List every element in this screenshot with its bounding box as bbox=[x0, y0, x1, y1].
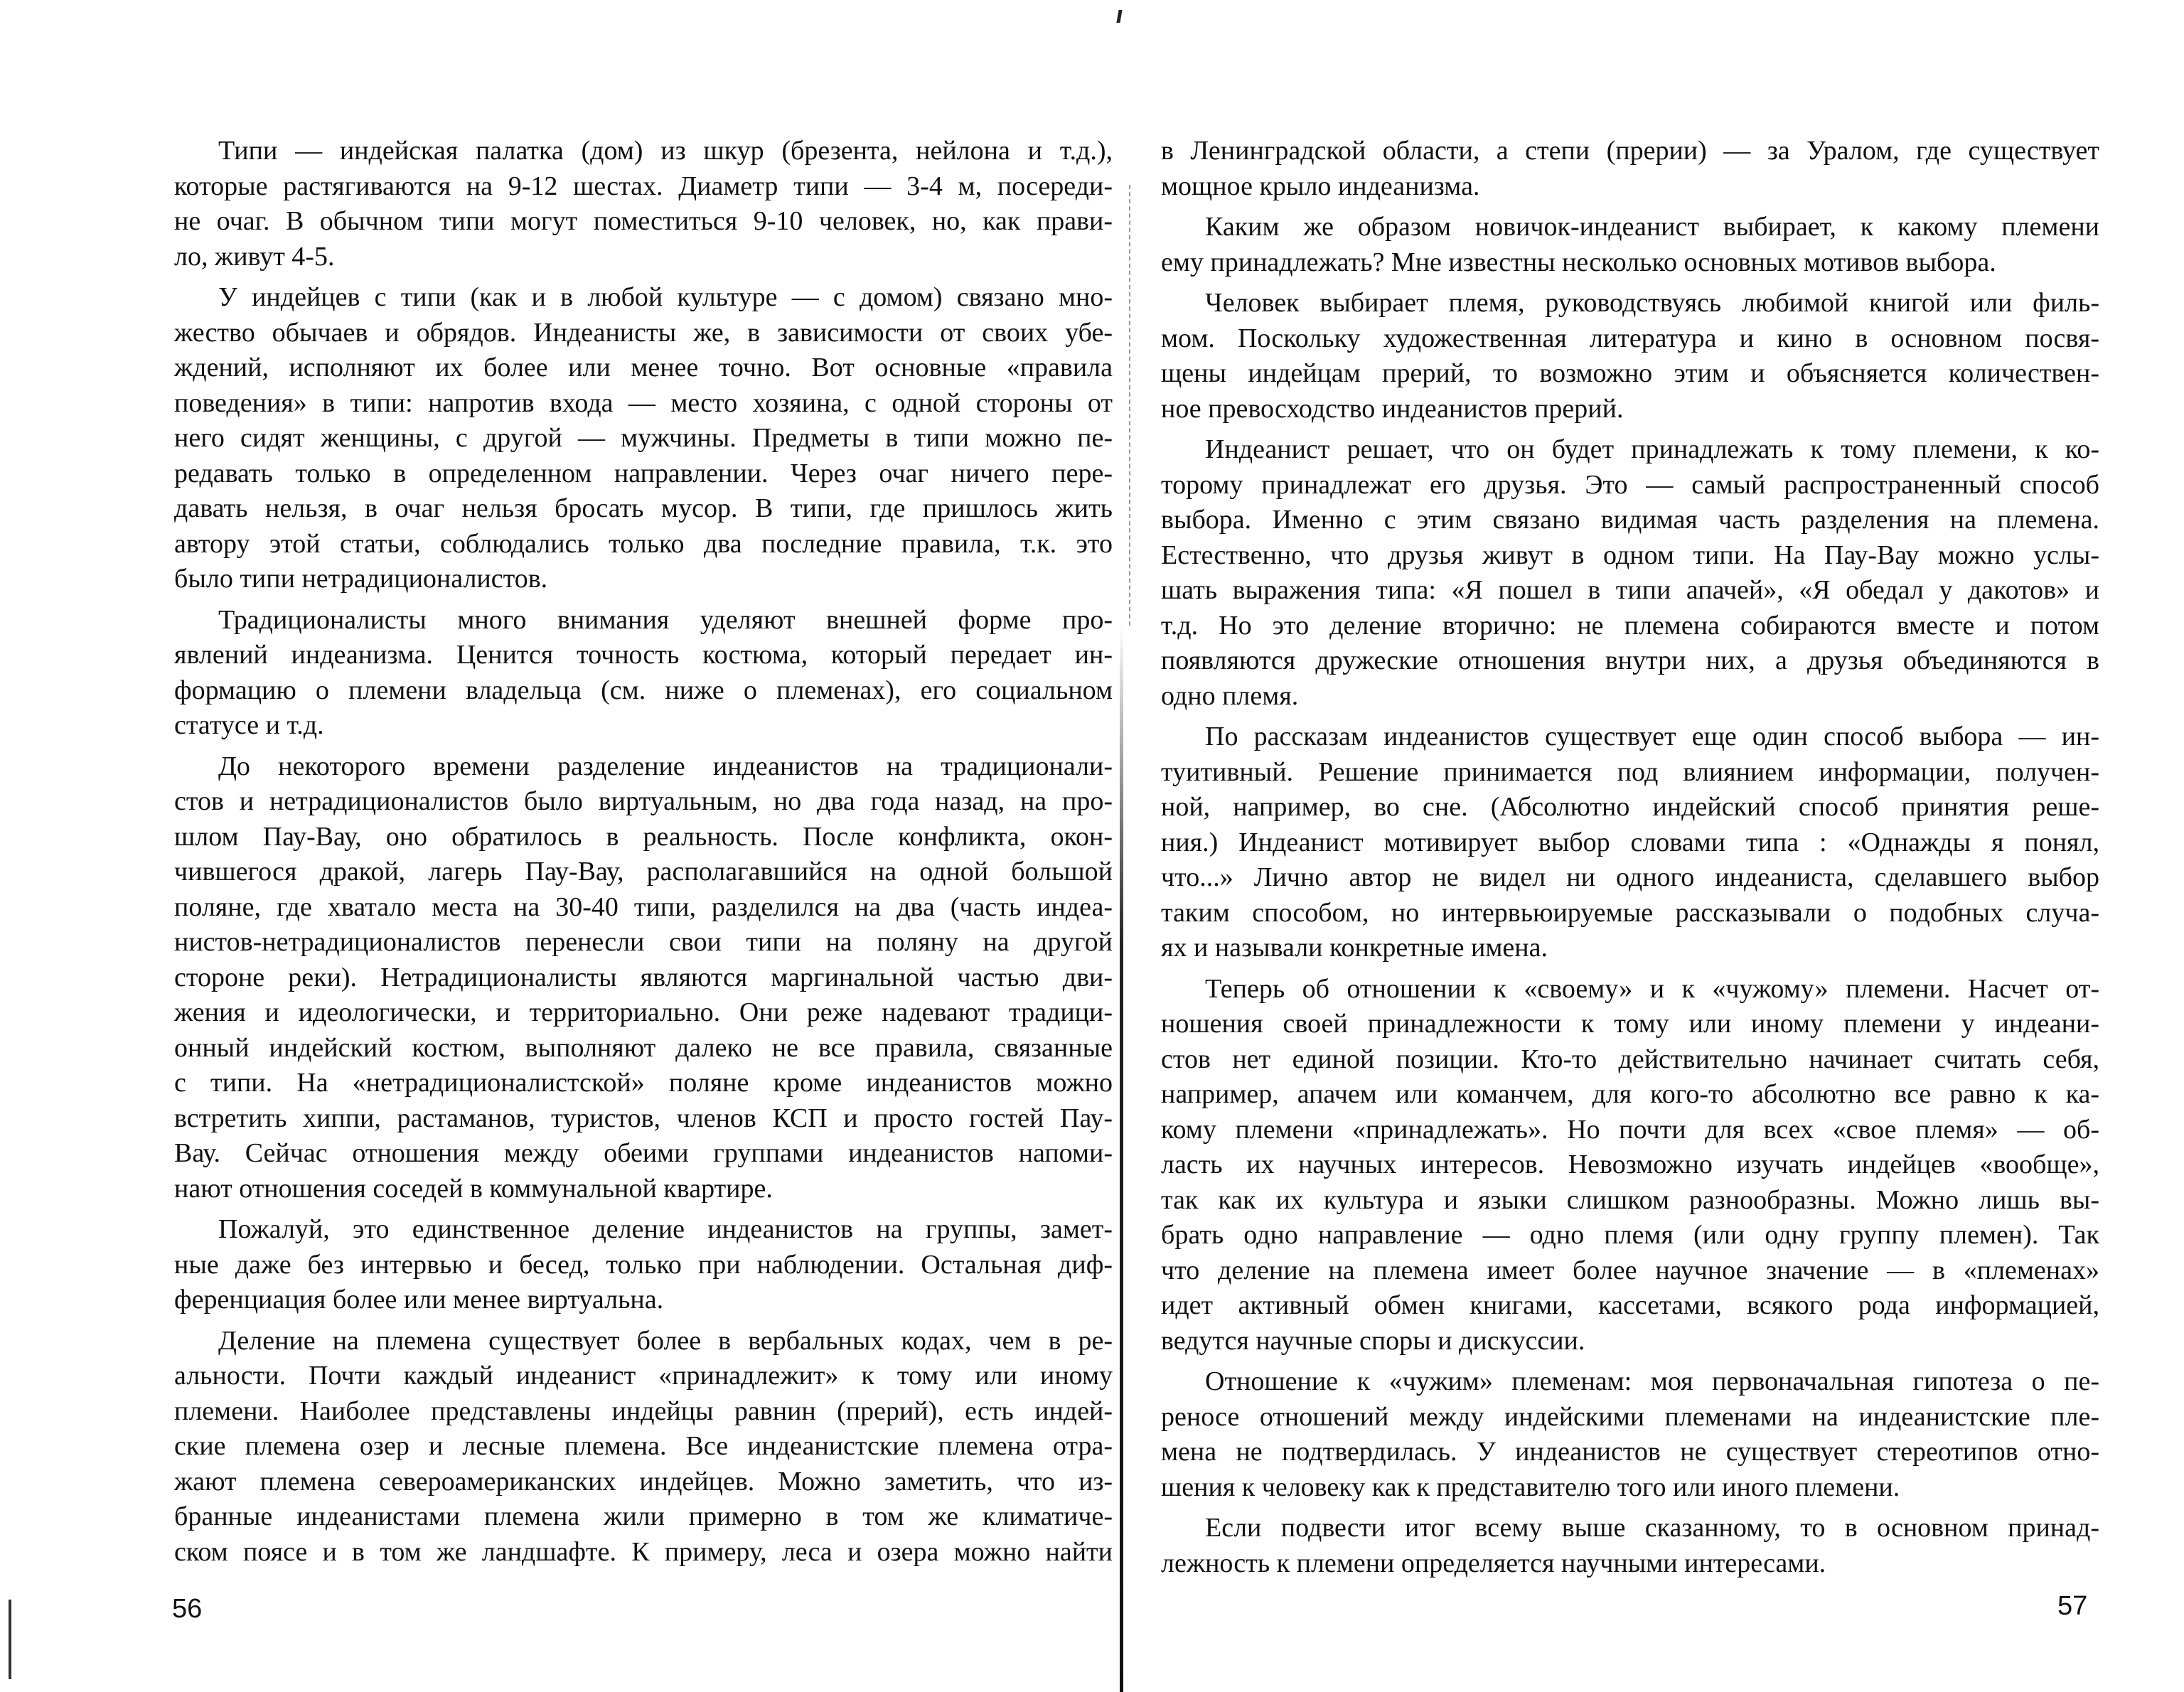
text-line: мом. Поскольку художественная литература и кино в основном посвя- bbox=[1161, 323, 2099, 353]
text-line: поляне, где хватало места на 30-40 типи, разделился на два (часть индеа- bbox=[174, 891, 1113, 922]
text-line: ные даже без интервью и бесед, только при наблюдении. Остальная диф- bbox=[174, 1249, 1113, 1280]
paragraph bbox=[1161, 719, 2099, 966]
page-number-left: 56 bbox=[172, 1594, 203, 1624]
text-line: поведения» в типи: напротив входа — место хозяина, с одной стороны от bbox=[174, 387, 1113, 418]
text-line: стов и нетрадиционалистов было виртуальным, но два года назад, на про- bbox=[174, 786, 1113, 816]
text-line: идет активный обмен книгами, кассетами, всякого рода информацией, bbox=[1161, 1290, 2099, 1320]
text-line: таким способом, но интервьюируемые рассказывали о подобных случа- bbox=[1161, 897, 2099, 928]
text-line: редавать только в определенном направлении. Через очаг ничего пере- bbox=[174, 458, 1113, 488]
text-line: До некоторого времени разделение индеанистов на традиционали- bbox=[218, 751, 1113, 781]
page-edge-line bbox=[9, 1600, 11, 1679]
text-line: так как их культура и языки слишком разнообразны. Можно лишь вы- bbox=[1161, 1184, 2099, 1215]
text-line: с типи. На «нетрадиционалистской» поляне кроме индеанистов можно bbox=[174, 1068, 1113, 1098]
text-line: По рассказам индеанистов существует еще один способ выбора — ин- bbox=[1205, 722, 2099, 751]
text-line: шения к человеку как к представителю того или иного племени. bbox=[1161, 1472, 1900, 1502]
text-line: него сидят женщины, с другой — мужчины. Предметы в типи можно пе- bbox=[174, 423, 1113, 453]
text-line: которые растягиваются на 9-12 шестах. Диаметр типи — 3-4 м, посереди- bbox=[174, 171, 1113, 201]
text-line: Индеанист решает, что он будет принадлежать к тому племени, к ко- bbox=[1205, 434, 2099, 464]
text-line: жество обычаев и обрядов. Индеанисты же, в зависимости от своих убе- bbox=[174, 317, 1113, 348]
paragraph bbox=[174, 1324, 1113, 1570]
text-line: жения и идеологически, и территориально. Они реже надевают традици- bbox=[174, 997, 1113, 1027]
text-line: Отношение к «чужим» племенам: моя первоначальная гипотеза о пе- bbox=[1205, 1366, 2099, 1396]
gutter-shadow-dashes bbox=[1129, 185, 1130, 626]
text-line: Типи — индейская палатка (дом) из шкур (брезента, нейлона и т.д.), bbox=[218, 136, 1113, 166]
text-line: бранные индеанистами племена жили примерно в том же климатиче- bbox=[174, 1501, 1113, 1531]
right-page-text bbox=[1161, 134, 2099, 1587]
text-line: ношения своей принадлежности к тому или иному племени у индеани- bbox=[1161, 1009, 2099, 1039]
text-line: что деление на племена имеет более научное значение — в «племенах» bbox=[1161, 1255, 2099, 1285]
left-page-text bbox=[174, 134, 1113, 1575]
text-line: У индейцев с типи (как и в любой культуре — с домом) связано мно- bbox=[218, 282, 1113, 312]
text-line: альности. Почти каждый индеанист «принадлежит» к тому или иному bbox=[174, 1361, 1113, 1391]
text-line: Вау. Сейчас отношения между обеими группами индеанистов напоми- bbox=[174, 1138, 1113, 1168]
text-line: нистов-нетрадиционалистов перенесли свои типи на поляну на другой bbox=[174, 927, 1113, 957]
text-line: выбора. Именно с этим связано видимая часть разделения на племена. bbox=[1161, 505, 2099, 535]
paragraph bbox=[1161, 286, 2099, 427]
page-number-right: 57 bbox=[2057, 1591, 2088, 1621]
paragraph bbox=[1161, 210, 2099, 280]
text-line: онный индейский костюм, выполняют далеко не все правила, связанные bbox=[174, 1032, 1113, 1063]
text-line: не очаг. В обычном типи могут поместиться 9-10 человек, но, как прави- bbox=[174, 206, 1113, 236]
paragraph bbox=[1161, 1511, 2099, 1581]
text-line: щены индейцам прерий, то возможно этим и объясняется количествен- bbox=[1161, 358, 2099, 388]
text-line: что...» Лично автор не видел ни одного индеаниста, сделавшего выбор bbox=[1161, 862, 2099, 892]
text-line: было типи нетрадиционалистов. bbox=[174, 564, 548, 594]
text-line: реносе отношений между индейскими племенами на индеанистские пле- bbox=[1161, 1401, 2099, 1432]
text-line: статусе и т.д. bbox=[174, 710, 324, 740]
text-line: брать одно направление — одно племя (или одну группу племен). Так bbox=[1161, 1220, 2099, 1250]
text-line: племени. Наиболее представлены индейцы равнин (прерий), есть индей- bbox=[174, 1396, 1113, 1426]
text-line: Человек выбирает племя, руководствуясь любимой книгой или филь- bbox=[1205, 288, 2099, 318]
text-line: торому принадлежат его друзья. Это — самый распространенный способ bbox=[1161, 469, 2099, 500]
text-line: Деление на племена существует более в вербальных кодах, чем в ре- bbox=[218, 1325, 1113, 1356]
text-line: жают племена североамериканских индейцев. Можно заметить, что из- bbox=[174, 1466, 1113, 1496]
text-line: нают отношения соседей в коммунальной квартире. bbox=[174, 1173, 773, 1204]
text-line: ях и называли конкретные имена. bbox=[1161, 933, 1548, 963]
text-line: ском поясе и в том же ландшафте. К примеру, леса и озера можно найти bbox=[174, 1536, 1113, 1567]
text-line: Каким же образом новичок-индеанист выбирает, к какому племени bbox=[1205, 212, 2099, 242]
text-line: ное превосходство индеанистов прерий. bbox=[1161, 393, 1624, 424]
text-line: ной, например, во сне. (Абсолютно индейский способ принятия реше- bbox=[1161, 792, 2099, 822]
text-line: шать выражения типа: «Я пошел в типи апачей», «Я обедал у дакотов» и bbox=[1161, 575, 2099, 605]
text-line: ведутся научные споры и дискуссии. bbox=[1161, 1325, 1585, 1356]
text-line: Естественно, что друзья живут в одном типи. На Пау-Вау можно услы- bbox=[1161, 540, 2099, 570]
text-line: т.д. Но это деление вторично: не племена собираются вместе и потом bbox=[1161, 610, 2099, 641]
text-line: Если подвести итог всему выше сказанному, то в основном принад- bbox=[1205, 1513, 2099, 1543]
text-line: Пожалуй, это единственное деление индеанистов на группы, замет- bbox=[218, 1214, 1113, 1244]
text-line: ждений, исполняют их более или менее точно. Вот основные «правила bbox=[174, 353, 1113, 382]
text-line: туитивный. Решение принимается под влиянием информации, получен- bbox=[1161, 756, 2099, 787]
paragraph bbox=[174, 134, 1113, 274]
paragraph bbox=[174, 1212, 1113, 1318]
paragraph bbox=[1161, 134, 2099, 204]
text-line: давать нельзя, в очаг нельзя бросать мусор. В типи, где пришлось жить bbox=[174, 493, 1113, 523]
text-line: лежность к племени определяется научными интересами. bbox=[1161, 1548, 1826, 1578]
text-line: одно племя. bbox=[1161, 680, 1299, 711]
text-line: явлений индеанизма. Ценится точность костюма, который передает ин- bbox=[174, 640, 1113, 670]
text-line: формацию о племени владельца (см. ниже о племенах), его социальном bbox=[174, 675, 1113, 705]
text-line: кому племени «принадлежать». Но почти для всех «свое племя» — об- bbox=[1161, 1114, 2099, 1145]
paragraph bbox=[174, 280, 1113, 597]
paragraph bbox=[174, 749, 1113, 1207]
paragraph bbox=[1161, 972, 2099, 1359]
text-line: в Ленинградской области, а степи (прерии) — за Уралом, где существует bbox=[1161, 136, 2099, 166]
text-line: ния.) Индеанист мотивирует выбор словами типа : «Однажды я понял, bbox=[1161, 827, 2099, 857]
text-line: чившегося дракой, лагерь Пау-Вау, располагавшийся на одной большой bbox=[174, 857, 1113, 887]
text-line: шлом Пау-Вау, оно обратилось в реальность. После конфликта, окон- bbox=[174, 821, 1113, 852]
paragraph bbox=[1161, 1364, 2099, 1505]
text-line: мена не подтвердилась. У индеанистов не существует стереотипов отно- bbox=[1161, 1437, 2099, 1467]
text-line: появляются дружеские отношения внутри них, а друзья объединяются в bbox=[1161, 646, 2099, 675]
paragraph bbox=[1161, 432, 2099, 714]
text-line: стороне реки). Нетрадиционалисты являются маргинальной частью дви- bbox=[174, 962, 1113, 992]
text-line: стов нет единой позиции. Кто-то действительно начинает считать себя, bbox=[1161, 1044, 2099, 1074]
text-line: автору этой статьи, соблюдались только два последние правила, т.к. это bbox=[174, 528, 1113, 559]
text-line: мощное крыло индеанизма. bbox=[1161, 171, 1480, 201]
text-line: ему принадлежать? Мне известны несколько основных мотивов выбора. bbox=[1161, 247, 1996, 277]
text-line: ло, живут 4-5. bbox=[174, 241, 335, 272]
text-line: Теперь об отношении к «своему» и к «чужому» племени. Насчет от- bbox=[1205, 973, 2099, 1004]
scan-mark bbox=[1116, 10, 1122, 23]
text-line: ференциация более или менее виртуальна. bbox=[174, 1285, 664, 1314]
text-line: например, апачем или команчем, для кого-то абсолютно все равно к ка- bbox=[1161, 1079, 2099, 1109]
text-line: ласть их научных интересов. Невозможно изучать индейцев «вообще», bbox=[1161, 1150, 2099, 1179]
paragraph bbox=[174, 603, 1113, 744]
text-line: встретить хиппи, растаманов, туристов, членов КСП и просто гостей Пау- bbox=[174, 1103, 1113, 1133]
text-line: ские племена озер и лесные племена. Все индеанистские племена отра- bbox=[174, 1431, 1113, 1461]
book-gutter-line bbox=[1120, 626, 1123, 1692]
text-line: Традиционалисты много внимания уделяют внешней форме про- bbox=[218, 604, 1113, 635]
